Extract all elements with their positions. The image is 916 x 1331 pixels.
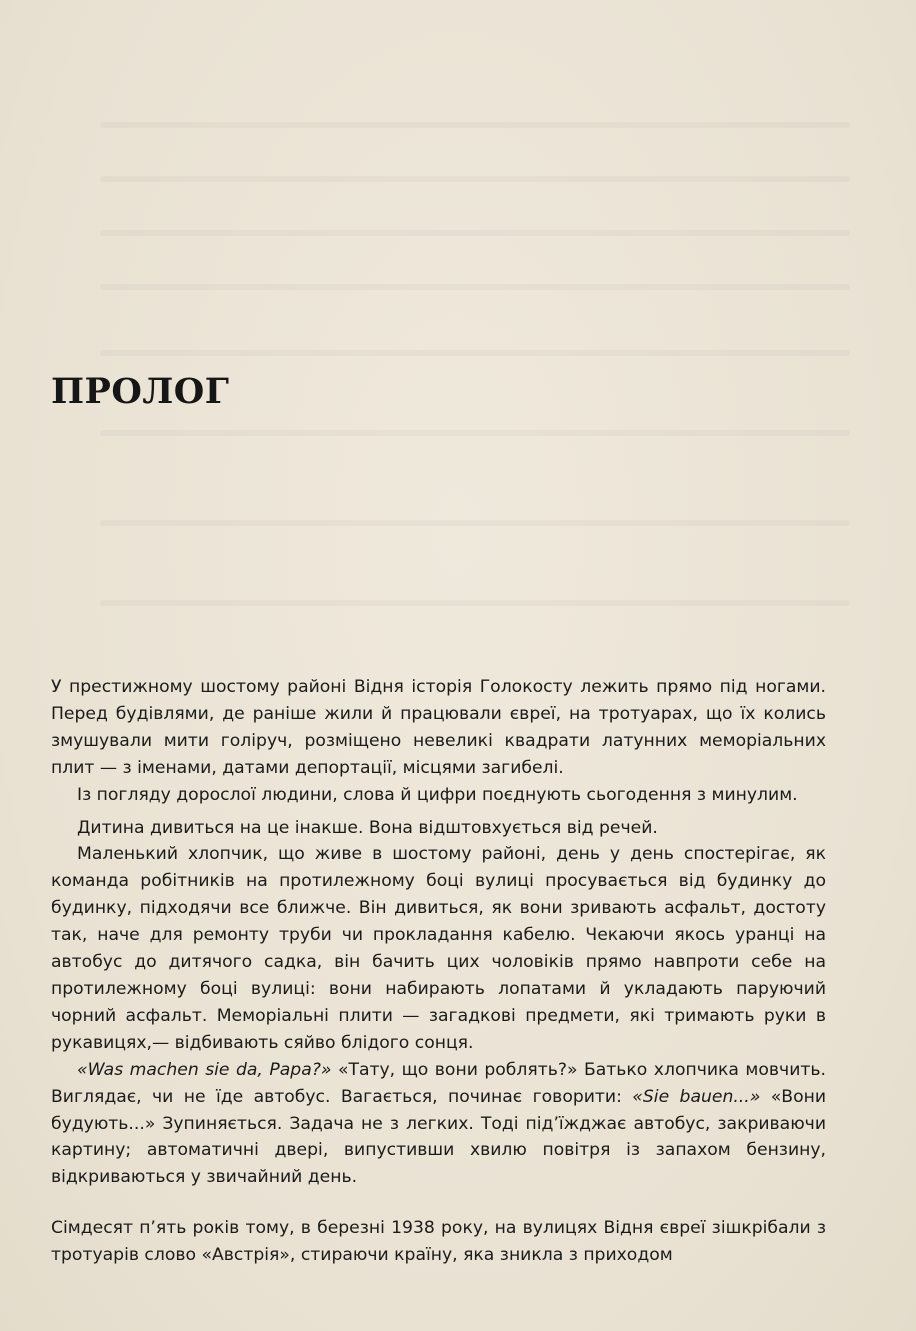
body-text-section-2: [51, 1215, 826, 1269]
bleed-through-line: [100, 520, 850, 526]
bleed-through-line: [100, 176, 850, 182]
chapter-title: ПРОЛОГ: [51, 371, 230, 412]
paragraph: У престижному шостому районі Відня історія Голокосту лежить прямо під ногами. Перед будівлями, де раніше жили й працювали євреї, на тротуарах, що їх колись змушували мити голіруч, розміщено невеликі квадрати латунних меморіальних плит — з іменами, датами депортації, місцями загибелі.: [51, 677, 826, 778]
bleed-through-line: [100, 284, 850, 290]
german-quote: «Sie bauen...»: [632, 1086, 761, 1107]
bleed-through-line: [100, 600, 850, 606]
bleed-through-line: [100, 350, 850, 356]
paragraph-text: «Вони будують...» Зупиняється. Задача не з легких. Тоді під’їжджає автобус, закриваючи картину; автоматичні двері, випустивши хвилю повітря із запахом бензину, відкриваються у звичайний день.: [51, 1086, 826, 1188]
paragraph: [51, 1057, 826, 1192]
paragraph-text: «Тату, що вони роблять?» Батько хлопчика мовчить. Виглядає, чи не їде автобус. Вагається, починає говорити:: [51, 1059, 826, 1107]
paragraph: Дитина дивиться на це інакше. Вона відштовхується від речей.: [77, 817, 658, 838]
paragraph: Сімдесят п’ять років тому, в березні 1938 року, на вулицях Відня євреї зішкрібали з тротуарів слово «Австрія», стираючи країну, яка зникла з приходом: [51, 1218, 826, 1265]
bleed-through-line: [100, 430, 850, 436]
bleed-through-line: [100, 230, 850, 236]
body-text-section-1: [51, 674, 826, 1191]
bleed-through-line: [100, 122, 850, 128]
paragraph: Із погляду дорослої людини, слова й цифри поєднують сьогодення з минулим.: [77, 784, 798, 805]
german-quote: «Was machen sie da, Papa?»: [77, 1059, 332, 1080]
paragraph: Маленький хлопчик, що живе в шостому районі, день у день спостерігає, як команда робітників на протилежному боці вулиці просувається від будинку до будинку, підходячи все ближче. Він дивиться, як вони зривають асфальт, достоту так, наче для ремонту труби чи прокладання кабелю. Чекаючи якось уранці на автобус до дитячого садка, він бачить цих чоловіків прямо навпроти себе на протилежному боці вулиці: вони набирають лопатами й укладають паруючий чорний асфальт. Меморіальні плити — загадкові предмети, які тримають руки в рукавицях,— відбивають сяйво блідого сонця.: [51, 844, 826, 1053]
